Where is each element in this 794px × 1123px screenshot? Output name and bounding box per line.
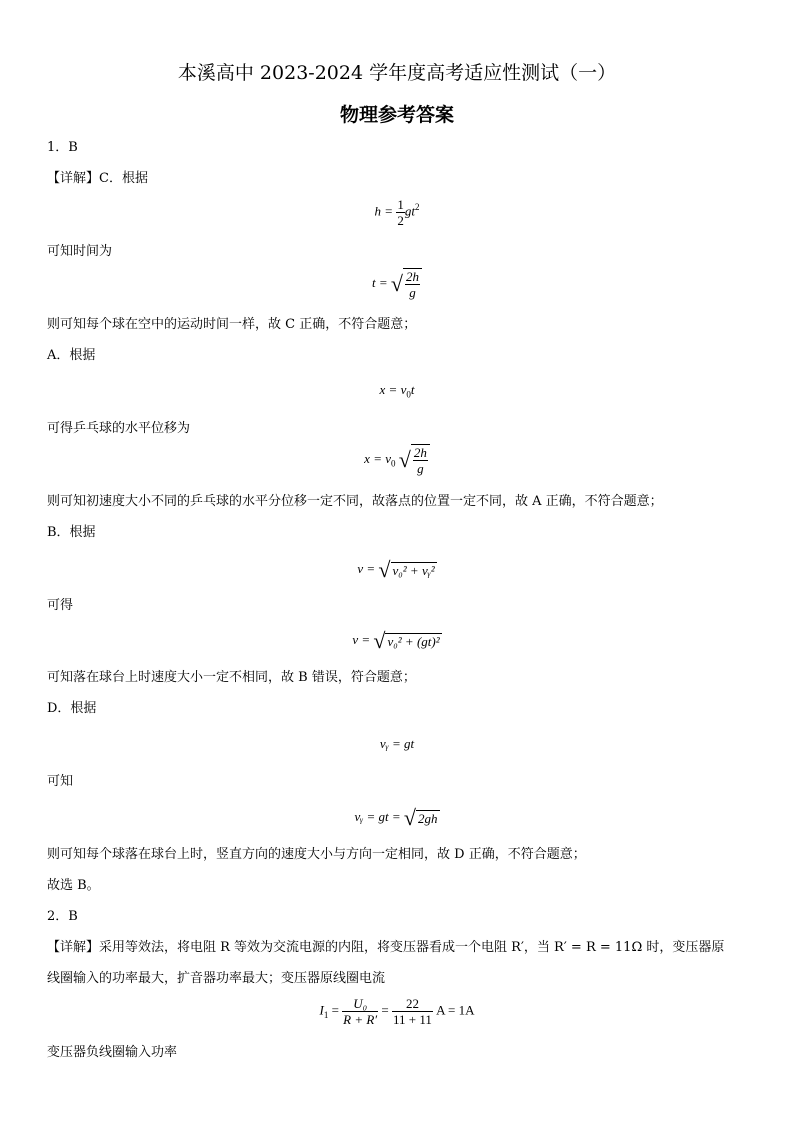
text-c-option: 则可知每个球在空中的运动时间一样，故 C 正确，不符合题意； — [47, 317, 417, 332]
text-know: 可知 — [47, 774, 74, 789]
text-d-conclusion: 则可知每个球落在球台上时，竖直方向的速度大小与方向一定相同，故 D 正确，不符合题意； — [47, 847, 586, 862]
equation-v-gt: v = √ v₀² + (gt)² — [352, 628, 440, 653]
text-get: 可得 — [47, 598, 74, 613]
text-time: 可知时间为 — [47, 244, 113, 259]
equation-t: t = √ $\frac{2h}{g}$ — [0, 268, 794, 300]
equation-v: v = √ v₀² + vᵧ² — [357, 557, 435, 582]
q1-detail-intro: 【详解】C．根据 — [47, 171, 148, 186]
equation-h: h = $\frac{1}{2}$ $gt^2$ — [374, 197, 420, 228]
q2-answer: 2．B — [47, 909, 78, 924]
page-subtitle: 物理参考答案 — [339, 104, 454, 126]
text-displacement: 可得乒乓球的水平位移为 — [47, 421, 191, 436]
page-title: 本溪高中 2023-2024 学年度高考适应性测试（一） — [177, 62, 617, 84]
text-a-option: A．根据 — [47, 348, 96, 363]
equation-vy: vᵧ = gt — [379, 736, 415, 751]
equation-x-sqrt: $x = v_0$ √ $\frac{2h}{g}$ — [0, 444, 794, 476]
q2-detail-1: 【详解】采用等效法，将电阻 R 等效为交流电源的内阻，将变压器看成一个电阻 R′，当 R′ = R = 11Ω 时，变压器原 — [47, 940, 725, 955]
equation-current: $I_1$ = $\frac{\text{U₀}}{R + R'}$ = $\frac{22}{11 + 11}$ A = 1A — [319, 996, 475, 1027]
text-a-conclusion: 则可知初速度大小不同的乒乓球的水平分位移一定不同，故落点的位置一定不同，故 A 正确，不符合题意； — [47, 494, 663, 509]
equation-x: $x = v_0t$ — [379, 382, 415, 400]
q2-last-line: 变压器负线圈输入功率 — [47, 1045, 178, 1060]
q2-detail-2: 线圈输入的功率最大，扩音器功率最大；变压器原线圈电流 — [47, 971, 386, 986]
equation-vy-sqrt: vᵧ = gt = √ 2gh — [354, 805, 438, 830]
text-b-conclusion: 可知落在球台上时速度大小一定不相同，故 B 错误，符合题意； — [47, 670, 416, 685]
text-b-option: B．根据 — [47, 525, 96, 540]
text-d-option: D．根据 — [47, 701, 97, 716]
q1-answer: 1．B — [47, 140, 78, 155]
text-choose: 故选 B。 — [47, 878, 100, 893]
